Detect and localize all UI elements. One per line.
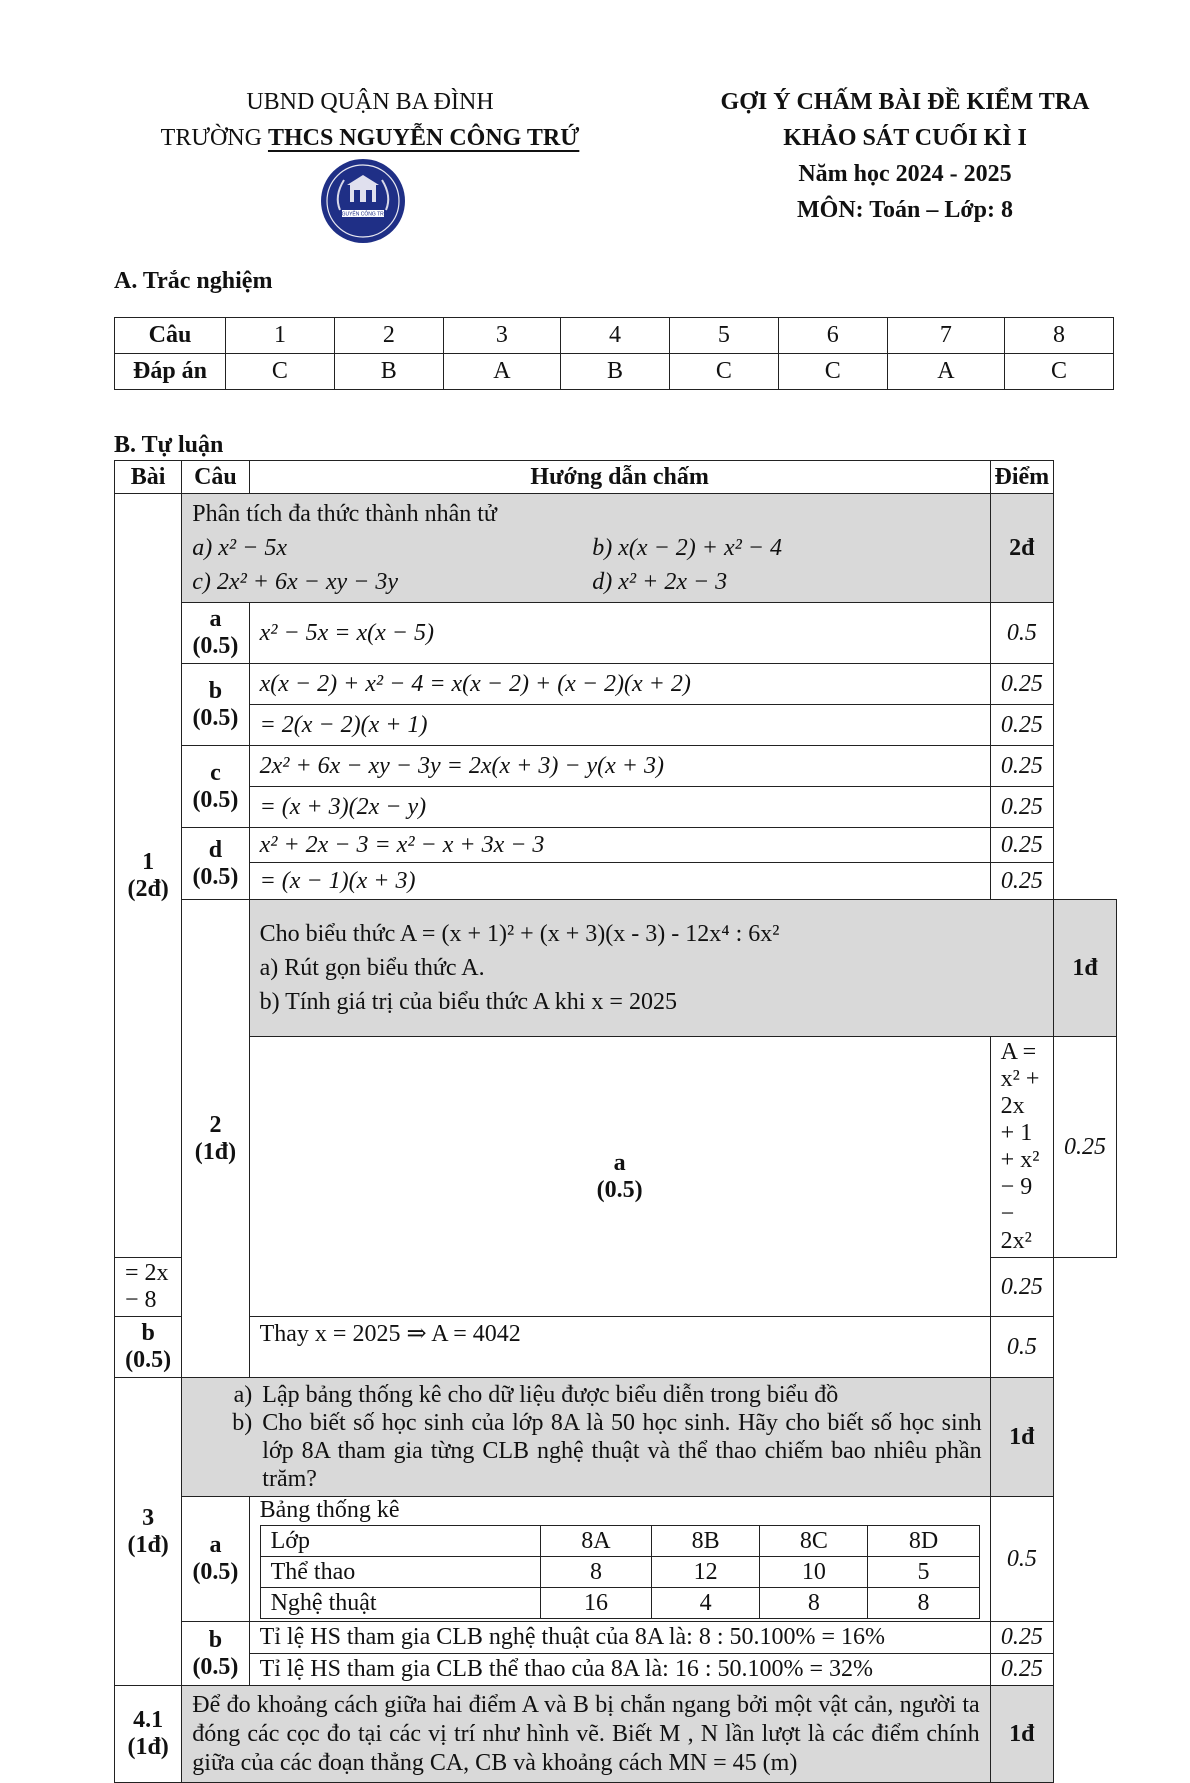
- solution-line: Tỉ lệ HS tham gia CLB thể thao của 8A là: 16 : 50.100% = 32%: [249, 1654, 990, 1686]
- question-number-row: [115, 318, 1114, 354]
- solution-line: A = x² + 2x + 1 + x² − 9 − 2x²: [990, 1037, 1053, 1258]
- stats-header-cell: 8A: [540, 1526, 651, 1557]
- bai41-total: 1đ: [990, 1686, 1053, 1783]
- question-cell: 3: [443, 318, 560, 354]
- answer-cell: B: [561, 354, 670, 390]
- bai1-c-label: [182, 746, 249, 828]
- solution-line: = 2(x − 2)(x + 1): [249, 705, 990, 746]
- bai3-b-row1: [115, 1622, 1117, 1654]
- score-cell: 0.25: [990, 828, 1053, 863]
- question-cell: 5: [669, 318, 778, 354]
- score-cell: 0.25: [990, 1654, 1053, 1686]
- bai2-b-row: [115, 1317, 1117, 1378]
- list-key: b): [232, 1410, 253, 1436]
- school-name: TRƯỜNG THCS NGUYỄN CÔNG TRỨ: [160, 125, 580, 151]
- bai3-b-row2: [115, 1654, 1117, 1686]
- bai-number: 1: [142, 848, 155, 875]
- bai2-b-label: [115, 1317, 182, 1378]
- bai1-d-row2: [115, 863, 1117, 900]
- bai1-b-row1: [115, 664, 1117, 705]
- sub-question-b: Cho biết số học sinh của lớp 8A là 50 học sinh. Hãy cho biết số học sinh lớp 8A tham gia từng CLB nghệ thuật và thể thao chiếm bao nhiêu phần trăm?: [262, 1410, 982, 1492]
- solution-line: = (x + 3)(2x − y): [249, 787, 990, 828]
- statistics-table: [260, 1525, 980, 1619]
- col-header-guide: Hướng dẫn chấm: [249, 461, 990, 494]
- question-cell: 6: [778, 318, 887, 354]
- row-label-cau: Câu: [115, 318, 226, 354]
- question-cell: 7: [887, 318, 1004, 354]
- part-letter: c: [210, 759, 221, 786]
- prompt-text: Phân tích đa thức thành nhân tử: [192, 501, 497, 527]
- solution-line: 2x² + 6x − xy − 3y = 2x(x + 3) − y(x + 3): [249, 746, 990, 787]
- bai2-a-row1: [115, 1037, 1117, 1258]
- question-cell: 4: [561, 318, 670, 354]
- score-cell: 0.25: [990, 664, 1053, 705]
- statistics-table-title: Bảng thống kê: [259, 1497, 400, 1523]
- bai3-a-label: [182, 1497, 249, 1622]
- stats-cell: 8: [868, 1588, 979, 1619]
- bai2-question-row: [115, 900, 1117, 1037]
- part-letter: b: [208, 1626, 223, 1653]
- district-name: UBND QUẬN BA ĐÌNH: [246, 89, 494, 115]
- sub-question-b: b) x(x − 2) + x² − 4: [592, 535, 782, 561]
- bai3-b-label: [182, 1622, 249, 1686]
- col-header-score: Điểm: [990, 461, 1053, 494]
- bai2-label-cell: [182, 900, 249, 1378]
- answer-cell: A: [887, 354, 1004, 390]
- score-cell: 0.25: [1054, 1037, 1117, 1258]
- sub-question-a: a) x² − 5x: [192, 535, 287, 561]
- title-line-2: KHẢO SÁT CUỐI KÌ I: [783, 125, 1027, 151]
- bai1-prompt: [182, 494, 990, 603]
- bai41-question-row: [115, 1686, 1117, 1783]
- bai2-a-label: [249, 1037, 990, 1317]
- bai-points: (2đ): [127, 875, 169, 902]
- part-letter: b: [208, 677, 223, 704]
- solution-line: x² + 2x − 3 = x² − x + 3x − 3: [249, 828, 990, 863]
- part-points: (0.5): [192, 786, 239, 813]
- grading-header-row: [115, 461, 1117, 494]
- answer-row: [115, 354, 1114, 390]
- stats-header-cell: Lớp: [260, 1526, 540, 1557]
- part-letter: a: [209, 1532, 222, 1558]
- stats-cell: Nghệ thuật: [260, 1588, 540, 1619]
- section-b-title: B. Tự luận: [114, 432, 224, 458]
- school-header: [120, 84, 620, 156]
- part-letter: b: [141, 1320, 155, 1346]
- bai1-d-row1: [115, 828, 1117, 863]
- stats-cell: 4: [652, 1588, 760, 1619]
- part-points: (0.5): [192, 1559, 239, 1585]
- col-header-cau: Câu: [182, 461, 249, 494]
- solution-line: = 2x − 8: [115, 1258, 182, 1317]
- score-cell: 0.25: [990, 705, 1053, 746]
- solution-line: = (x − 1)(x + 3): [249, 863, 990, 900]
- bai3-label-cell: [115, 1378, 182, 1686]
- school-year: Năm học 2024 - 2025: [798, 161, 1012, 187]
- stats-row: [260, 1588, 979, 1619]
- score-cell: 0.5: [990, 1497, 1053, 1622]
- stats-cell: 16: [540, 1588, 651, 1619]
- answer-cell: C: [669, 354, 778, 390]
- school-logo: [320, 158, 406, 244]
- stats-row: [260, 1557, 979, 1588]
- title-line-1: GỢI Ý CHẤM BÀI ĐỀ KIỂM TRA: [720, 89, 1090, 115]
- bai1-b-label: [182, 664, 249, 746]
- bai-points: (1đ): [194, 1138, 237, 1165]
- bai2-prompt: [249, 900, 1053, 1037]
- question-cell: 8: [1005, 318, 1114, 354]
- sub-question-b: b) Tính giá trị của biểu thức A khi x = 2025: [259, 989, 677, 1015]
- part-points: (0.5): [192, 1653, 239, 1680]
- stats-cell: 5: [868, 1557, 979, 1588]
- bai1-b-row2: [115, 705, 1117, 746]
- stats-cell: Thể thao: [260, 1557, 540, 1588]
- stats-header-row: [260, 1526, 979, 1557]
- multiple-choice-table: [114, 317, 1114, 390]
- stats-header-cell: 8D: [868, 1526, 979, 1557]
- bai3-a-row: [115, 1497, 1117, 1622]
- part-letter: a: [613, 1149, 626, 1176]
- score-cell: 0.25: [990, 787, 1053, 828]
- part-points: (0.5): [192, 633, 239, 659]
- answer-cell: B: [334, 354, 443, 390]
- bai-points: (1đ): [127, 1531, 169, 1558]
- prompt-text: Cho biểu thức A = (x + 1)² + (x + 3)(x - 3) - 12x⁴ : 6x²: [259, 921, 780, 947]
- bai-points: (1đ): [127, 1734, 169, 1760]
- answer-cell: C: [226, 354, 335, 390]
- bai-number: 3: [142, 1504, 155, 1531]
- sub-question-d: d) x² + 2x − 3: [592, 569, 728, 595]
- sub-question-a: a) Rút gọn biểu thức A.: [259, 955, 485, 981]
- answer-cell: A: [443, 354, 560, 390]
- part-points: (0.5): [192, 863, 239, 890]
- solution-line: x(x − 2) + x² − 4 = x(x − 2) + (x − 2)(x + 2): [249, 664, 990, 705]
- bai1-c-row1: [115, 746, 1117, 787]
- part-points: (0.5): [596, 1176, 643, 1203]
- score-cell: 0.5: [990, 1317, 1053, 1378]
- score-cell: 0.5: [990, 603, 1053, 664]
- row-label-dap-an: Đáp án: [115, 354, 226, 390]
- score-cell: 0.25: [990, 1258, 1053, 1317]
- part-points: (0.5): [192, 704, 239, 731]
- stats-cell: 10: [760, 1557, 868, 1588]
- bai1-question-row: [115, 494, 1117, 603]
- solution-line: x² − 5x = x(x − 5): [249, 603, 990, 664]
- bai-number: 4.1: [133, 1707, 164, 1733]
- part-letter: a: [209, 606, 222, 632]
- score-cell: 0.25: [990, 1622, 1053, 1654]
- document-title: [690, 84, 1120, 228]
- grading-table: [114, 460, 1117, 1783]
- stats-header-cell: 8C: [760, 1526, 868, 1557]
- answer-cell: C: [1005, 354, 1114, 390]
- bai41-prompt: Để đo khoảng cách giữa hai điểm A và B bị chắn ngang bởi một vật cản, người ta đóng các cọc đo tại các vị trí như hình vẽ. Biết M , N lần lượt là các điểm chính giữa của các đoạn thẳng CA, CB và khoảng cách MN = 45 (m): [182, 1686, 990, 1783]
- part-points: (0.5): [125, 1347, 172, 1373]
- logo-text: NGUYỄN CÔNG TRỨ: [337, 211, 389, 218]
- statistics-table-cell: [249, 1497, 990, 1622]
- bai1-d-label: [182, 828, 249, 900]
- bai41-label-cell: [115, 1686, 182, 1783]
- bai1-c-row2: [115, 787, 1117, 828]
- list-key: a): [233, 1382, 253, 1408]
- bai3-question-row: [115, 1378, 1117, 1497]
- section-a-title: A. Trắc nghiệm: [114, 268, 273, 294]
- bai1-total: 2đ: [990, 494, 1053, 603]
- bai-number: 2: [209, 1111, 222, 1138]
- bai1-label-cell: [115, 494, 182, 1258]
- col-header-bai: Bài: [115, 461, 182, 494]
- score-cell: 0.25: [990, 746, 1053, 787]
- score-cell: 0.25: [990, 863, 1053, 900]
- solution-line: Thay x = 2025 ⇒ A = 4042: [249, 1317, 990, 1378]
- bai1-a-label: [182, 603, 249, 664]
- bai1-a-row: [115, 603, 1117, 664]
- answer-cell: C: [778, 354, 887, 390]
- solution-line: Tỉ lệ HS tham gia CLB nghệ thuật của 8A là: 8 : 50.100% = 16%: [249, 1622, 990, 1654]
- sub-question-c: c) 2x² + 6x − xy − 3y: [192, 569, 398, 595]
- question-cell: 2: [334, 318, 443, 354]
- bai3-total: 1đ: [990, 1378, 1053, 1497]
- stats-header-cell: 8B: [652, 1526, 760, 1557]
- subject-grade: MÔN: Toán – Lớp: 8: [797, 197, 1013, 223]
- bai2-total: 1đ: [1054, 900, 1117, 1037]
- stats-cell: 8: [540, 1557, 651, 1588]
- stats-cell: 12: [652, 1557, 760, 1588]
- sub-question-a: Lập bảng thống kê cho dữ liệu được biểu diễn trong biểu đồ: [262, 1382, 839, 1408]
- stats-cell: 8: [760, 1588, 868, 1619]
- bai3-prompt: [182, 1378, 990, 1497]
- part-letter: d: [208, 836, 223, 863]
- question-cell: 1: [226, 318, 335, 354]
